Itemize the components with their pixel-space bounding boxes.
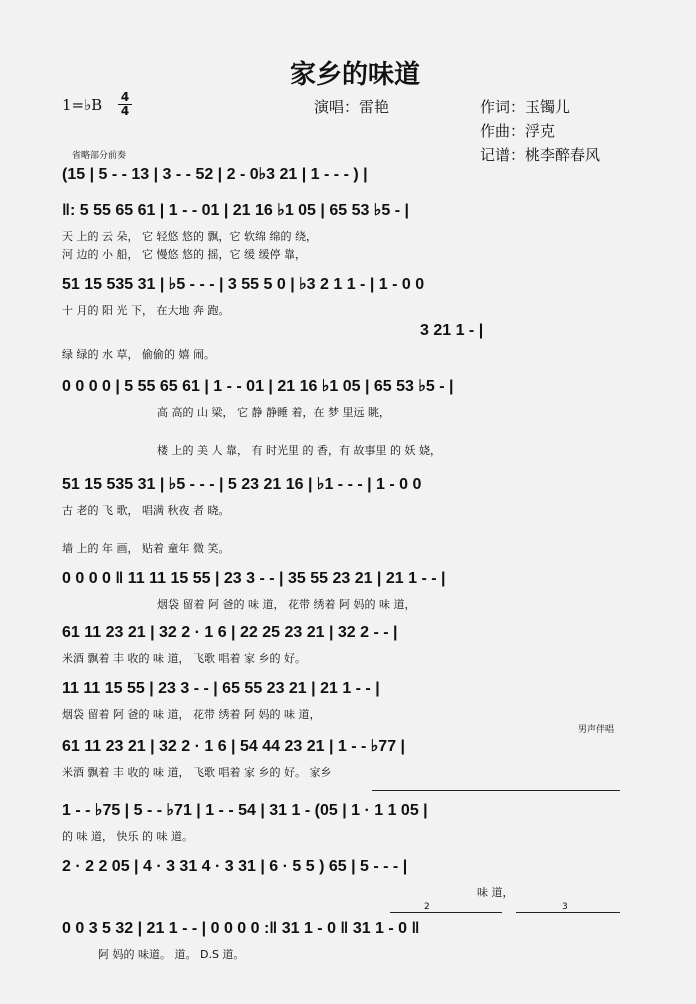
- score-row-9: [62, 736, 637, 780]
- lyric-line: 楼 上的 美 人 靠， 有 时光里 的 香，有 故事里 的 妖 娆，: [157, 444, 441, 457]
- lyric-line: 十 月的 阳 光 下， 在大地 奔 跑。: [62, 304, 230, 317]
- notation-line: (15 | 5 - - 13 | 3 - - 52 | 2 - 0♭3 21 | 1 - - - ) |: [62, 166, 368, 183]
- score-row-1: [62, 200, 637, 262]
- time-bottom: 4: [118, 104, 132, 117]
- volta-2-number: 2: [424, 902, 430, 912]
- lyric-line: 阿 妈的 味道。 道。 D.S 道。: [98, 948, 245, 961]
- lyric-line: 高 高的 山 梁， 它 静 静睡 着，在 梦 里远 眺，: [157, 406, 390, 419]
- score-row-6: [62, 570, 637, 612]
- notation-line: ‖: 5 55 65 61 | 1 - - 01 | 21 16 ♭1 05 | 65 53 ♭5 - |: [62, 202, 409, 219]
- singer-credit: 演唱：雷艳: [314, 98, 390, 116]
- key-signature: 1=♭B: [62, 96, 103, 114]
- time-top: 4: [120, 90, 130, 104]
- lyric-line: 的 味 道， 快乐 的 味 道。: [62, 830, 193, 843]
- score-row-12: [62, 920, 637, 962]
- lyric-line: 米酒 飘着 丰 收的 味 道， 飞歌 唱着 家 乡的 好。: [62, 652, 306, 665]
- lyric-line: 绿 绿的 水 草， 偷偷的 嬉 闹。: [62, 348, 215, 361]
- score-row-4: [62, 376, 637, 458]
- notation-line: 61 11 23 21 | 32 2 · 1 6 | 54 44 23 21 | 1 - - ♭77 |: [62, 738, 406, 755]
- score-row-11: [62, 858, 637, 900]
- lyric-line: 烟袋 留着 阿 爸的 味 道， 花带 绣着 阿 妈的 味 道，: [62, 708, 321, 721]
- score-row-2: [62, 274, 637, 318]
- notation-line: 0 0 0 0 ‖ 11 11 15 55 | 23 3 - - | 35 55 23 21 | 21 1 - - |: [62, 570, 446, 587]
- score-row-10: [62, 800, 637, 844]
- composer-credit: 作曲：浮克: [480, 122, 556, 140]
- volta-bracket-3: [516, 912, 620, 913]
- score-row-0: [62, 164, 637, 184]
- lyricist-credit: 作词：玉镯儿: [480, 98, 571, 116]
- notation-line: 3 21 1 - |: [420, 322, 484, 339]
- volta-bracket-2: [390, 912, 502, 913]
- notation-line: 0 0 3 5 32 | 21 1 - - | 0 0 0 0 :‖ 31 1 - 0 ‖ 31 1 - 0 ‖: [62, 920, 420, 937]
- male-accompaniment-label: 男声伴唱: [578, 725, 615, 735]
- lyric-line: 河 边的 小 船， 它 慢悠 悠的 摇，它 缓 缓停 靠，: [62, 248, 306, 261]
- score-row-3: [62, 322, 637, 362]
- lyric-line: 味 道，: [477, 886, 514, 899]
- lyric-line: 古 老的 飞 歌， 唱满 秋夜 者 晓。: [62, 504, 230, 517]
- notation-line: 11 11 15 55 | 23 3 - - | 65 55 23 21 | 21 1 - - |: [62, 680, 380, 697]
- lyric-line: 墙 上的 年 画， 贴着 童年 微 笑。: [62, 542, 230, 555]
- volta-bracket-1: [372, 790, 620, 791]
- score-row-5: [62, 474, 637, 556]
- lyric-line: 米酒 飘着 丰 收的 味 道， 飞歌 唱着 家 乡的 好。 家乡: [62, 766, 332, 779]
- time-signature: [118, 90, 132, 117]
- notation-line: 2 · 2 2 05 | 4 · 3 31 4 · 3 31 | 6 · 5 5 ) 65 | 5 - - - |: [62, 858, 408, 875]
- notation-line: 51 15 535 31 | ♭5 - - - | 5 23 21 16 | ♭1 - - - | 1 - 0 0: [62, 476, 422, 493]
- transcriber-credit: 记谱：桃李醉春风: [480, 146, 601, 164]
- score-row-8: [62, 680, 637, 722]
- intro-note: 省略部分前奏: [72, 151, 127, 161]
- score-row-7: [62, 624, 637, 666]
- lyric-line: 烟袋 留着 阿 爸的 味 道， 花带 绣着 阿 妈的 味 道，: [157, 598, 416, 611]
- notation-line: 0 0 0 0 | 5 55 65 61 | 1 - - 01 | 21 16 ♭1 05 | 65 53 ♭5 - |: [62, 378, 454, 395]
- notation-line: 61 11 23 21 | 32 2 · 1 6 | 22 25 23 21 | 32 2 - - |: [62, 624, 398, 641]
- song-title: 家乡的味道: [290, 60, 421, 90]
- notation-line: 1 - - ♭75 | 5 - - ♭71 | 1 - - 54 | 31 1 - (05 | 1 · 1 1 05 |: [62, 802, 428, 819]
- volta-3-number: 3: [562, 902, 568, 912]
- lyric-line: 天 上的 云 朵， 它 轻悠 悠的 飘，它 软绵 绵的 绕，: [62, 230, 317, 243]
- notation-line: 51 15 535 31 | ♭5 - - - | 3 55 5 0 | ♭3 2 1 1 - | 1 - 0 0: [62, 276, 425, 293]
